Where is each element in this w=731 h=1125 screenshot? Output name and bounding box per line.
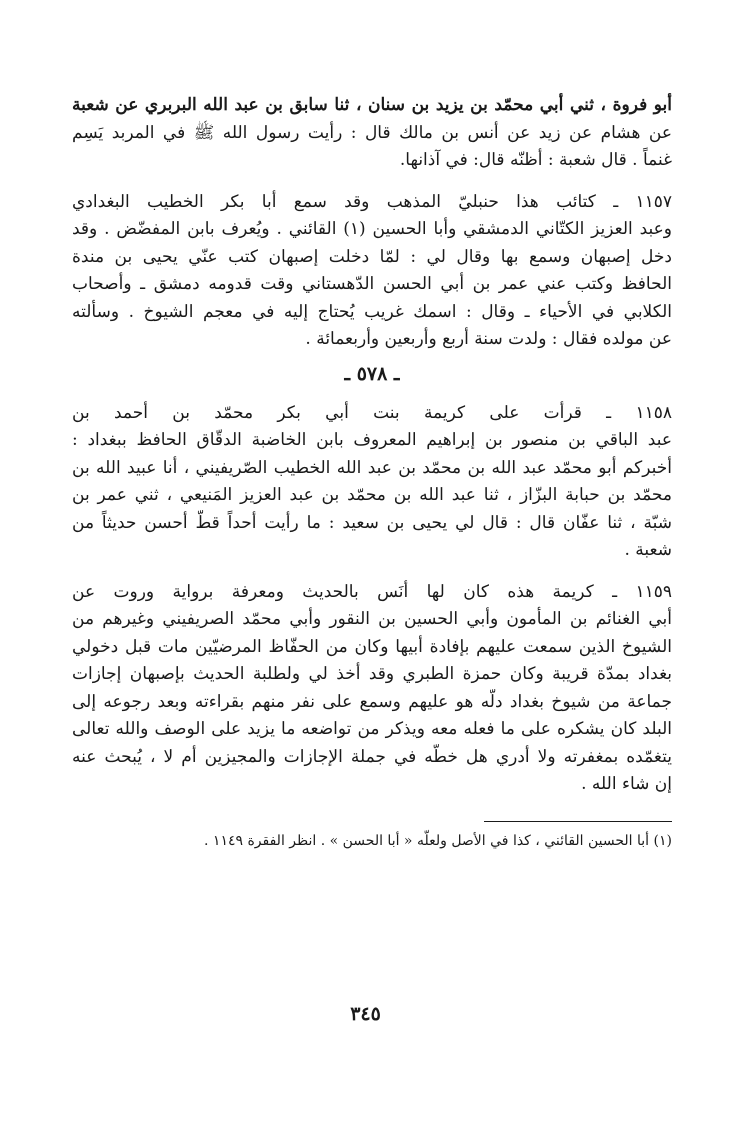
text-line: إن شاء الله .	[581, 774, 672, 794]
text-line: ١١٥٨ ـ قرأت على كريمة بنت أبي بكر محمّد بن أحمد بن	[72, 402, 672, 423]
text-line: وعبد العزيز الكتّاني الدمشقي وأبا الحسين (١) القائني . ويُعرف بابن المفضّض . وقد	[72, 219, 672, 239]
text-line: ١١٥٩ ـ كريمة هذه كان لها أنَس بالحديث ومعرفة برواية وروت عن	[72, 581, 672, 602]
entry-1156-continuation	[72, 92, 672, 175]
text-line: بغداد بمدّة قريبة وكان حمزة الطبري وقد أخذ لي ولطلبة الحديث بإصبهان إجازات	[72, 664, 672, 684]
text-line: عبد الباقي بن منصور بن إبراهيم المعروف بابن الخاضبة الدقّاق الحافظ ببغداد :	[72, 430, 672, 450]
text-line: شعبة .	[624, 540, 672, 560]
text-line: الشيوخ الذين سمعت عليهم بإفادة أبيها وكان من الحفّاظ المرضيّين مات قبل دخولي	[72, 636, 672, 657]
text-line: الحافظ وكتب عني عمر بن أبي الحسن الدّهستاني وقت قدومه دمشق ـ وأصحاب	[72, 274, 672, 294]
page-body	[72, 92, 672, 852]
text-line: الكلابي في الأحياء ـ وقال : اسمك غريب يُحتاج إليه في معجم الشيوخ . وسألته	[72, 301, 672, 322]
entry-1158	[72, 400, 672, 565]
text-line: عن مولده فقال : ولدت سنة أربع وأربعين وأربعمائة .	[305, 329, 672, 349]
text-line: أخبركم أبو محمّد عبد الله بن محمّد بن عبد الله الخطيب الصّريفيني ، أنا عبيد الله بن	[72, 457, 672, 478]
page-number: ٣٤٥	[350, 1003, 381, 1025]
paragraph-gap	[72, 565, 672, 579]
paragraph-gap	[72, 175, 672, 189]
text-line: محمّد بن حبابة البزّاز ، ثنا عبد الله بن محمّد بن عبد العزيز المَنيعي ، ثني عمر بن	[72, 485, 672, 505]
footnote-divider	[484, 821, 672, 822]
text-line: شبّة ، ثنا عفّان قال : قال لي يحيى بن سعيد : ما رأيت أحداً قطّ أحسن حديثاً من	[72, 512, 672, 533]
text-line: أبو فروة ، ثني أبي محمّد بن يزيد بن سنان ، ثنا سابق بن عبد الله البربري عن شعبة	[72, 95, 672, 115]
text-line: دخل إصبهان وسمع بها وقال لي : لمّا دخلت إصبهان كتب عنّي يحيى بن مندة	[72, 246, 672, 267]
text-line: ١١٥٧ ـ كتائب هذا حنبليّ المذهب وقد سمع أبا بكر الخطيب البغدادي	[72, 191, 672, 212]
footnote: (١) أبا الحسين القائني ، كذا في الأصل ولعلّه « أبا الحسن » . انظر الفقرة ١١٤٩ .	[204, 832, 672, 849]
entry-1159	[72, 579, 672, 799]
text-line: أبي الغنائم بن المأمون وأبي الحسين بن النقور وأبي محمّد الصريفيني وغيرهم من	[72, 609, 672, 629]
text-line: البلد كان يشكره على ما فعله معه ويذكر من تواضعه ما يزيد على الوصف والله تعالى	[72, 719, 672, 739]
text-line: غنماً . قال شعبة : أظنّه قال: في آذانها.	[399, 150, 672, 170]
section-number: ـ ٥٧٨ ـ	[344, 362, 400, 385]
text-line: جماعة من شيوخ بغداد دلّه هو عليهم وسمع على نفر منهم بقراءته وبعد رجوعه إلى	[72, 691, 672, 712]
entry-1157	[72, 189, 672, 354]
text-line: يتغمّده بمغفرته ولا أدري هل خطّه في جملة الإجازات والمجيزين أم لا ، يُبحث عنه	[72, 746, 672, 767]
text-line: عن هشام عن زيد عن أنس بن مالك قال : رأيت رسول الله ﷺ في المربد يَسِم	[72, 122, 672, 143]
